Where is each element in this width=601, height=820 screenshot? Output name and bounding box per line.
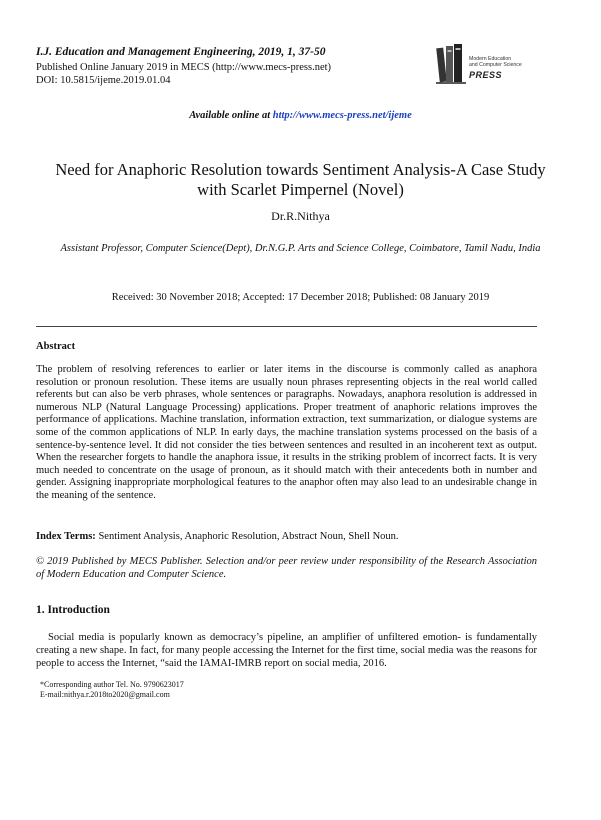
journal-title: I.J. Education and Management Engineering, 2019, 1, 37-50 (36, 46, 326, 58)
availability-prefix: Available online at (189, 110, 273, 121)
published-line: Published Online January 2019 in MECS (http://www.mecs-press.net) (36, 62, 332, 73)
abstract-body: The problem of resolving references to earlier or later items in the discourse is commonly called as anaphora resolution or pronoun resolution. These items are usually noun phrases representing objects in the real world called referents but can also be verb phrases, whole sentences or paragraphs. Nowadays, anaphora resolution is addressed in numerous NLP (Natural Language Processing) applications. Proper treatment of anaphoric relations improves the performance of applications. Machine translation, information extraction, text summarization, or dialogue systems are some of the common applications of NLP. In early days, the machine translation systems processed on the basis of a sentence-by-sentence level. It did not consider the ties between sentences and resulted in an incoherent text as output. When the researcher forgets to handle the anaphora issue, it results in the striking problem of incorrect facts. It is very much needed to concentrate on the usage of pronoun, as it should match with their antecedents both in number and gender. Assigning inappropriate morphological features to the anaphor often may also lead to an undesirable change in the meaning of the sentence. (36, 364, 537, 501)
mecs-press-logo (436, 42, 556, 86)
logo-line-2: and Computer Science (469, 62, 522, 68)
corresponding-author: *Corresponding author Tel. No. 9790623017 (40, 680, 184, 689)
paper-title: Need for Anaphoric Resolution towards Sentiment Analysis-A Case Study with Scarlet Pimpernel (Novel) (55, 160, 546, 199)
availability-line (0, 110, 601, 121)
author-affiliation: Assistant Professor, Computer Science(Dept), Dr.N.G.P. Arts and Science College, Coimbatore, Tamil Nadu, India (60, 243, 541, 254)
journal-url-link[interactable]: http://www.mecs-press.net/ijeme (272, 110, 412, 121)
author-name: Dr.R.Nithya (271, 209, 330, 223)
abstract-heading: Abstract (36, 341, 76, 352)
author-email: E-mail:nithya.r.2018to2020@gmail.com (40, 690, 170, 699)
index-terms-label: Index Terms: (36, 531, 96, 542)
logo-press: PRESS (469, 70, 503, 80)
logo-line-1: Modern Education (469, 56, 512, 62)
copyright-notice: © 2019 Published by MECS Publisher. Selection and/or peer review under responsibility of the Research Association of Modern Education and Computer Science. (36, 556, 537, 580)
introduction-heading: 1. Introduction (36, 604, 110, 616)
footnote (40, 680, 184, 700)
index-terms-text: Sentiment Analysis, Anaphoric Resolution, Abstract Noun, Shell Noun. (95, 531, 399, 542)
introduction-body: Social media is popularly known as democracy’s pipeline, an amplifier of unfiltered emotion- is fundamentally creating a new shape. In fact, for many people accessing the Internet for the first time, social media was the reasons for people to access the Internet, “said the IAMAI-IMRB report on social media, 2016. (36, 632, 537, 669)
doi-line: DOI: 10.5815/ijeme.2019.01.04 (36, 75, 171, 86)
index-terms (36, 530, 537, 543)
divider (36, 326, 537, 327)
publication-dates: Received: 30 November 2018; Accepted: 17 December 2018; Published: 08 January 2019 (111, 292, 490, 303)
books-icon (436, 42, 468, 86)
